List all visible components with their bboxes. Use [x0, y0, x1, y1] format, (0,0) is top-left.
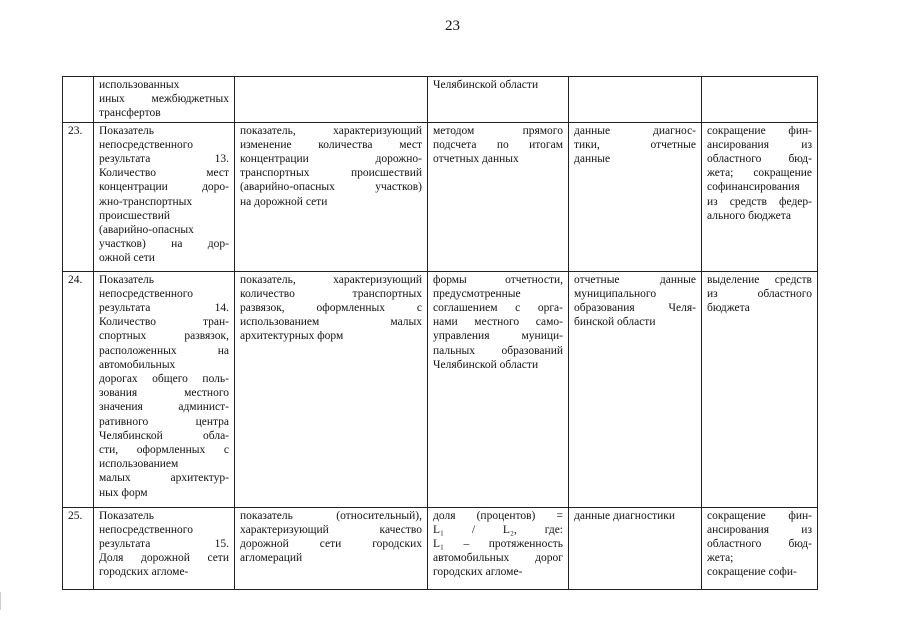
consequence-cell — [702, 507, 818, 589]
cell-text-line: отчетные данные — [574, 273, 696, 286]
cell-text-line: Челябинской области — [433, 79, 539, 91]
cell-text-line: концентрации дорожно- — [240, 153, 422, 166]
cell-text-line: транспортных происшествий — [240, 167, 422, 180]
cell-text-line: бюджета — [707, 302, 750, 315]
row-number-cell — [63, 77, 94, 123]
cell-text-line: сокращение фин- — [707, 509, 812, 522]
cell-text-line: формы отчетности, — [433, 273, 563, 286]
cell-text-line: областного бюд- — [707, 538, 812, 551]
cell-text-line: автомобильных дорог — [433, 552, 563, 565]
cell-text-line: на дорожной сети — [240, 195, 328, 208]
consequence-cell — [702, 271, 818, 507]
cell-text-line: ансирования из — [707, 138, 812, 151]
cell-text-line: Количество тран- — [99, 316, 229, 329]
cell-text-line: использованием малых — [240, 316, 422, 329]
page-number: 23 — [445, 18, 460, 34]
cell-text-line: Челябинской области — [433, 358, 539, 371]
cell-text-line: бинской области — [574, 316, 656, 329]
indicator-definition-cell — [235, 122, 428, 271]
indicator-table — [62, 76, 818, 590]
cell-text-line: изменение количества мест — [240, 138, 422, 151]
cell-text-line: из средств федер- — [707, 195, 812, 208]
cell-text-line: данные диагнос- — [574, 124, 696, 137]
cell-text-line: данные — [574, 153, 611, 166]
indicator-definition-cell — [235, 507, 428, 589]
cell-text-line: дорогах общего поль- — [99, 373, 229, 386]
cell-text-line: характеризующий качество — [240, 523, 422, 536]
indicator-definition-cell — [235, 77, 428, 123]
data-source-cell — [569, 271, 702, 507]
table-row — [63, 271, 818, 507]
cell-text-line: соглашением с орга- — [433, 302, 563, 315]
cell-text-line: ансирования из — [707, 523, 812, 536]
cell-text-line: Показатель — [99, 509, 155, 522]
cell-text-line: результата 15. — [99, 538, 229, 551]
row-number: 24. — [68, 273, 83, 286]
cell-text-line: Доля дорожной сети — [99, 552, 229, 565]
cell-text-line: областного бюд- — [707, 153, 812, 166]
table-row — [63, 122, 818, 271]
cell-text-line: зования местного — [99, 387, 229, 400]
cell-text-line: нами местного само- — [433, 316, 563, 329]
cell-text-line: трансфертов — [99, 107, 161, 120]
cell-text-line: управления муници- — [433, 330, 563, 343]
cell-text-line: результата 14. — [99, 302, 229, 315]
cell-text-line: тики, отчетные — [574, 138, 696, 151]
cell-text-line: происшествий — [99, 209, 171, 222]
cell-text-line: ожной сети — [99, 252, 155, 265]
cell-text-line: использованных — [99, 79, 180, 91]
cell-text-line: муниципального — [574, 287, 657, 300]
cell-text-line: ративного центра — [99, 415, 229, 428]
cell-text-line: сокращение фин- — [707, 124, 812, 137]
cell-text-line: непосредственного — [99, 138, 193, 151]
cell-text-line: подсчета по итогам — [433, 138, 563, 151]
cell-text-line: иных межбюджетных — [99, 93, 229, 106]
data-source-cell — [569, 122, 702, 271]
cell-text-line: использованием — [99, 458, 179, 471]
cell-text-line: жета; сокращение — [707, 167, 812, 180]
cell-text-line: показатель, характеризующий — [240, 273, 422, 286]
cell-text-line: отчетных данных — [433, 153, 519, 166]
cell-text-line: L₁ / L₂, где: — [433, 523, 563, 536]
cell-text-line: из областного — [707, 287, 812, 300]
table-row — [63, 507, 818, 589]
cell-text-line: участков) на дор- — [99, 238, 229, 251]
indicator-name-cell — [94, 77, 235, 123]
cell-text-line: сокращение софи- — [707, 566, 797, 579]
cell-text-line: показатель (относительный), — [240, 509, 422, 522]
cell-text-line: количество транспортных — [240, 287, 422, 300]
data-source-cell — [569, 77, 702, 123]
cell-text-line: Количество мест — [99, 167, 229, 180]
cell-text-line: L₁ – протяженность — [433, 538, 563, 551]
calculation-method-cell — [428, 77, 569, 123]
cell-text-line: доля (процентов) = — [433, 509, 563, 522]
cell-text-line: образования Челя- — [574, 302, 696, 315]
cell-text-line: (аварийно-опасных — [99, 224, 194, 237]
table-row — [63, 77, 818, 123]
cell-text-line: спортных развязок, — [99, 330, 229, 343]
calculation-method-cell — [428, 271, 569, 507]
cell-text-line: ных форм — [99, 486, 148, 499]
cell-text-line: Челябинской обла- — [99, 429, 229, 442]
cell-text-line: значения админист- — [99, 401, 229, 414]
scan-edge-mark — [0, 592, 1, 610]
row-number-cell — [63, 271, 94, 507]
cell-text-line: (аварийно-опасных участков) — [240, 181, 422, 194]
cell-text-line: Показатель — [99, 124, 155, 137]
cell-text-line: пальных образований — [433, 344, 563, 357]
data-source-cell — [569, 507, 702, 589]
cell-text-line: ального бюджета — [707, 209, 792, 222]
cell-text-line: агломераций — [240, 552, 303, 565]
cell-text-line: автомобильных — [99, 358, 176, 371]
row-number: 25. — [68, 509, 83, 522]
cell-text-line: результата 13. — [99, 153, 229, 166]
cell-text-line: показатель, характеризующий — [240, 124, 422, 137]
cell-text-line: дорожной сети городских — [240, 538, 422, 551]
indicator-name-cell — [94, 507, 235, 589]
cell-text-line: жета; — [707, 552, 734, 565]
cell-text-line: городских агломе- — [433, 566, 523, 579]
row-number: 23. — [68, 124, 83, 137]
calculation-method-cell — [428, 122, 569, 271]
cell-text-line: выделение средств — [707, 273, 812, 286]
cell-text-line: методом прямого — [433, 124, 563, 137]
cell-text-line: Показатель — [99, 273, 155, 286]
cell-text-line: городских агломе- — [99, 566, 189, 579]
cell-text-line: расположенных на — [99, 344, 229, 357]
cell-text-line: архитектурных форм — [240, 330, 344, 343]
indicator-definition-cell — [235, 271, 428, 507]
cell-text-line: малых архитектур- — [99, 472, 229, 485]
row-number-cell — [63, 122, 94, 271]
calculation-method-cell — [428, 507, 569, 589]
indicator-name-cell — [94, 271, 235, 507]
cell-text-line: сти, оформленных с — [99, 444, 229, 457]
consequence-cell — [702, 122, 818, 271]
consequence-cell — [702, 77, 818, 123]
cell-text-line: концентрации доро- — [99, 181, 229, 194]
cell-text-line: развязок, оформленных с — [240, 302, 422, 315]
cell-text-line: непосредственного — [99, 287, 193, 300]
cell-text-line: данные диагностики — [574, 509, 676, 522]
cell-text-line: предусмотренные — [433, 287, 521, 300]
indicator-name-cell — [94, 122, 235, 271]
cell-text-line: софинансирования — [707, 181, 800, 194]
cell-text-line: жно-транспортных — [99, 195, 193, 208]
cell-text-line: непосредственного — [99, 523, 193, 536]
row-number-cell — [63, 507, 94, 589]
